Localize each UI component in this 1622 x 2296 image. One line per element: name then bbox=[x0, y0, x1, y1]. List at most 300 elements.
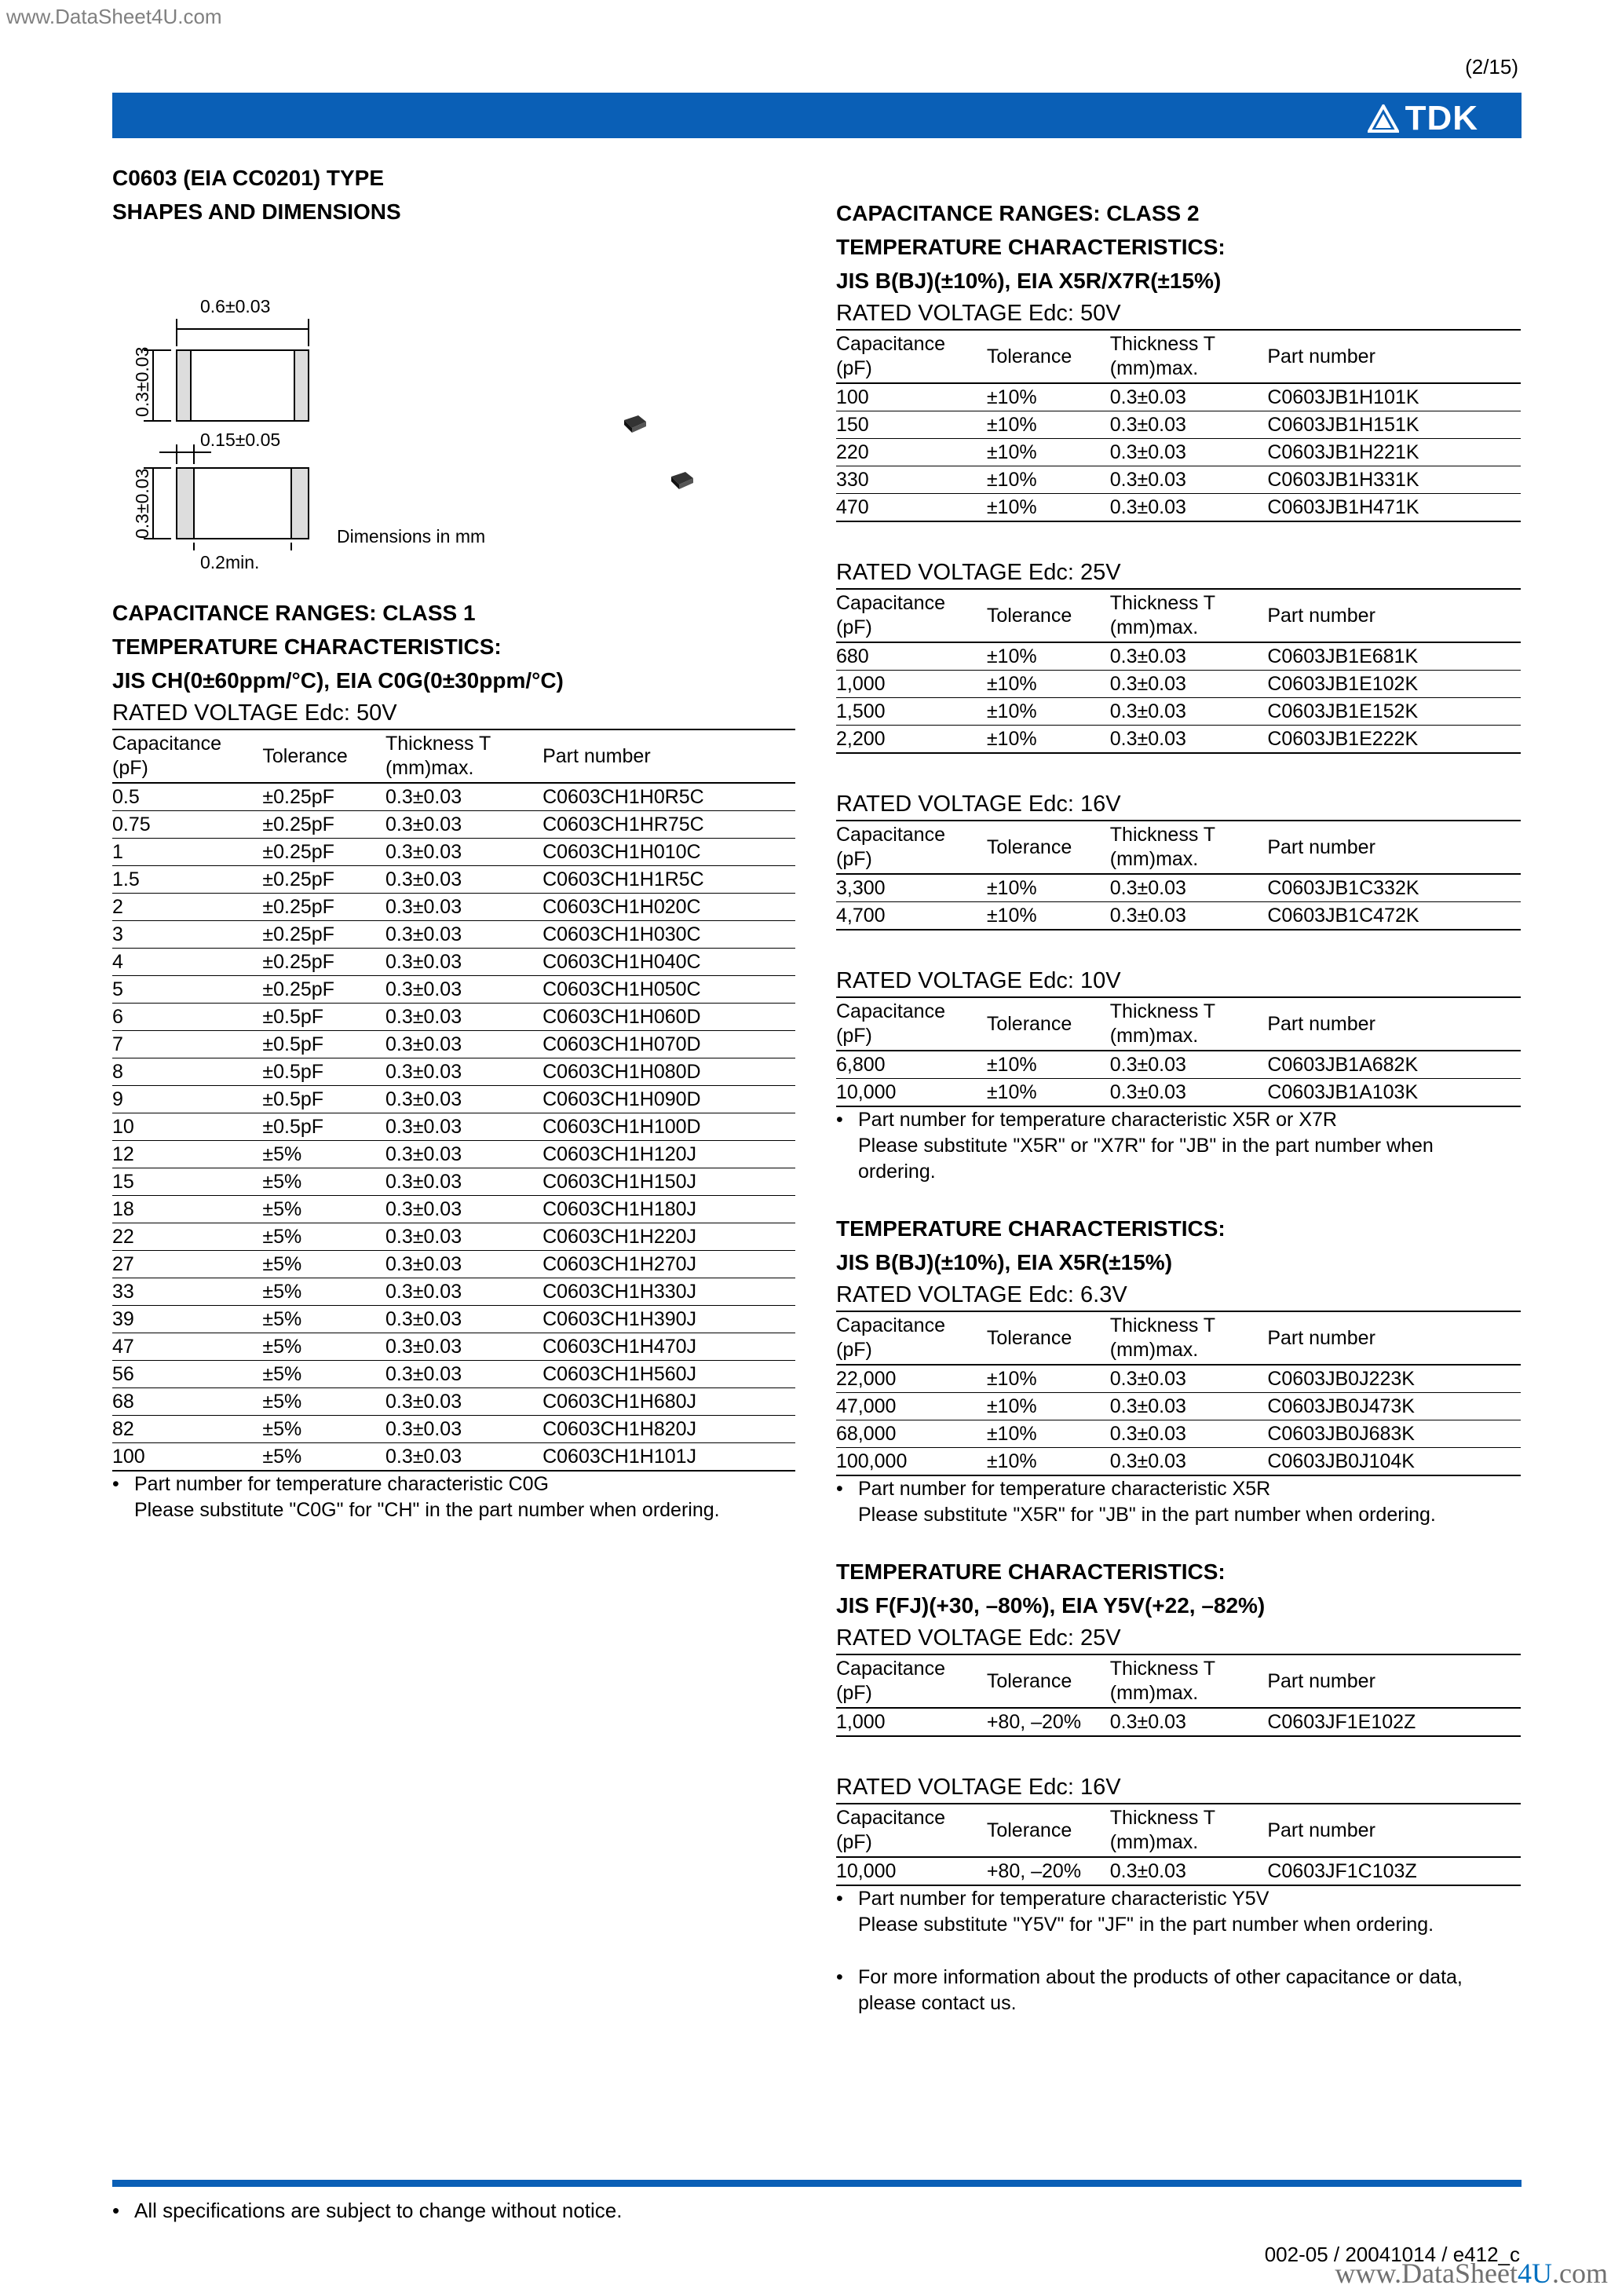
shapes-title: SHAPES AND DIMENSIONS bbox=[112, 199, 401, 224]
cell-part-number: C0603CH1H100D bbox=[542, 1113, 795, 1141]
col-capacitance: Capacitance (pF) bbox=[836, 1654, 987, 1708]
cell-tolerance: ±10% bbox=[987, 1079, 1110, 1107]
cell-thickness: 0.3±0.03 bbox=[385, 1004, 542, 1031]
cell-part-number: C0603CH1H470J bbox=[542, 1333, 795, 1361]
y5v-temp-heading: TEMPERATURE CHARACTERISTICS: bbox=[836, 1559, 1226, 1584]
cell-capacitance: 220 bbox=[836, 439, 987, 466]
length-label: 0.6±0.03 bbox=[200, 296, 271, 316]
col-capacitance: Capacitance (pF) bbox=[836, 1311, 987, 1365]
col-capacitance: Capacitance (pF) bbox=[112, 729, 262, 783]
cell-thickness: 0.3±0.03 bbox=[385, 921, 542, 949]
cell-capacitance: 82 bbox=[112, 1416, 262, 1443]
cell-thickness: 0.3±0.03 bbox=[385, 949, 542, 976]
cell-capacitance: 4,700 bbox=[836, 902, 987, 930]
col-tolerance: Tolerance bbox=[262, 729, 385, 783]
table-row bbox=[112, 1361, 795, 1388]
cell-thickness: 0.3±0.03 bbox=[1110, 1420, 1268, 1448]
table-row bbox=[836, 1393, 1521, 1420]
col-part-number: Part number bbox=[1267, 589, 1521, 642]
cell-thickness: 0.3±0.03 bbox=[1110, 1365, 1268, 1393]
cell-tolerance: ±0.25pF bbox=[262, 783, 385, 811]
cell-part-number: C0603CH1H020C bbox=[542, 894, 795, 921]
table-row bbox=[836, 1708, 1521, 1736]
rated-voltage-6v3: RATED VOLTAGE Edc: 6.3V bbox=[836, 1282, 1127, 1307]
cell-thickness: 0.3±0.03 bbox=[385, 894, 542, 921]
table-row bbox=[112, 1113, 795, 1141]
col-capacitance: Capacitance (pF) bbox=[836, 330, 987, 383]
class1-rated-voltage: RATED VOLTAGE Edc: 50V bbox=[112, 700, 397, 726]
cell-tolerance: ±5% bbox=[262, 1223, 385, 1251]
table-row bbox=[836, 902, 1521, 930]
cell-tolerance: ±10% bbox=[987, 1051, 1110, 1079]
class1-jis-heading: JIS CH(0±60ppm/°C), EIA C0G(0±30ppm/°C) bbox=[112, 668, 564, 693]
table-6v3 bbox=[836, 1311, 1521, 1476]
cell-part-number: C0603JB1C332K bbox=[1267, 874, 1521, 902]
cell-tolerance: ±0.25pF bbox=[262, 921, 385, 949]
cell-part-number: C0603CH1H220J bbox=[542, 1223, 795, 1251]
table-row bbox=[112, 1278, 795, 1306]
cell-thickness: 0.3±0.03 bbox=[385, 1278, 542, 1306]
cell-tolerance: ±10% bbox=[987, 698, 1110, 726]
cell-capacitance: 9 bbox=[112, 1086, 262, 1113]
rated-voltage-25v: RATED VOLTAGE Edc: 25V bbox=[836, 560, 1121, 585]
x5r-jis-heading: JIS B(BJ)(±10%), EIA X5R(±15%) bbox=[836, 1250, 1173, 1274]
cell-part-number: C0603CH1H060D bbox=[542, 1004, 795, 1031]
table-row bbox=[836, 1051, 1521, 1079]
cell-tolerance: ±0.25pF bbox=[262, 894, 385, 921]
cell-tolerance: ±0.5pF bbox=[262, 1086, 385, 1113]
cell-tolerance: ±10% bbox=[987, 411, 1110, 439]
table-row bbox=[836, 1448, 1521, 1476]
cell-capacitance: 100 bbox=[836, 383, 987, 411]
cell-tolerance: ±0.25pF bbox=[262, 976, 385, 1004]
cell-thickness: 0.3±0.03 bbox=[385, 811, 542, 839]
cell-part-number: C0603CH1H680J bbox=[542, 1388, 795, 1416]
cell-thickness: 0.3±0.03 bbox=[385, 1168, 542, 1196]
table-row bbox=[836, 1365, 1521, 1393]
table-row bbox=[112, 894, 795, 921]
cell-tolerance: +80, –20% bbox=[987, 1857, 1110, 1885]
table-row bbox=[112, 976, 795, 1004]
cell-tolerance: ±10% bbox=[987, 726, 1110, 754]
cell-part-number: C0603CH1H030C bbox=[542, 921, 795, 949]
cell-tolerance: ±0.25pF bbox=[262, 811, 385, 839]
col-tolerance: Tolerance bbox=[987, 589, 1110, 642]
cell-tolerance: ±10% bbox=[987, 1448, 1110, 1476]
table-row bbox=[836, 671, 1521, 698]
cell-part-number: C0603JB1A682K bbox=[1267, 1051, 1521, 1079]
cell-capacitance: 0.75 bbox=[112, 811, 262, 839]
cell-part-number: C0603CH1H101J bbox=[542, 1443, 795, 1472]
cell-thickness: 0.3±0.03 bbox=[1110, 1079, 1268, 1107]
cell-capacitance: 5 bbox=[112, 976, 262, 1004]
col-thickness: Thickness T (mm)max. bbox=[1110, 1311, 1268, 1365]
cell-tolerance: ±0.25pF bbox=[262, 866, 385, 894]
col-thickness: Thickness T (mm)max. bbox=[1110, 821, 1268, 874]
table-row bbox=[836, 411, 1521, 439]
cell-capacitance: 1.5 bbox=[112, 866, 262, 894]
table-y5v-25v bbox=[836, 1654, 1521, 1737]
cell-part-number: C0603CH1H330J bbox=[542, 1278, 795, 1306]
cell-part-number: C0603CH1H560J bbox=[542, 1361, 795, 1388]
cell-capacitance: 7 bbox=[112, 1031, 262, 1058]
cell-part-number: C0603CH1H120J bbox=[542, 1141, 795, 1168]
table-row bbox=[112, 1196, 795, 1223]
cell-thickness: 0.3±0.03 bbox=[385, 1031, 542, 1058]
table-row bbox=[112, 1333, 795, 1361]
table-row bbox=[112, 1223, 795, 1251]
cell-tolerance: ±10% bbox=[987, 902, 1110, 930]
cell-thickness: 0.3±0.03 bbox=[385, 1333, 542, 1361]
col-part-number: Part number bbox=[1267, 1654, 1521, 1708]
cell-part-number: C0603JB1E222K bbox=[1267, 726, 1521, 754]
cell-part-number: C0603CH1H010C bbox=[542, 839, 795, 866]
cell-part-number: C0603JB1E102K bbox=[1267, 671, 1521, 698]
cell-tolerance: ±5% bbox=[262, 1416, 385, 1443]
col-part-number: Part number bbox=[1267, 330, 1521, 383]
cell-thickness: 0.3±0.03 bbox=[385, 1223, 542, 1251]
cell-part-number: C0603CH1H270J bbox=[542, 1251, 795, 1278]
more-info-note: • For more information about the products of other capacitance or data, please contact us. bbox=[836, 1966, 1463, 2014]
cell-capacitance: 2,200 bbox=[836, 726, 987, 754]
cell-part-number: C0603CH1H820J bbox=[542, 1416, 795, 1443]
class1-temp-heading: TEMPERATURE CHARACTERISTICS: bbox=[112, 634, 502, 659]
cell-capacitance: 68 bbox=[112, 1388, 262, 1416]
cell-thickness: 0.3±0.03 bbox=[385, 783, 542, 811]
cell-part-number: C0603JF1E102Z bbox=[1267, 1708, 1521, 1736]
table-row bbox=[112, 811, 795, 839]
cell-part-number: C0603CH1H180J bbox=[542, 1196, 795, 1223]
cell-tolerance: ±10% bbox=[987, 1365, 1110, 1393]
cell-thickness: 0.3±0.03 bbox=[385, 1416, 542, 1443]
cell-capacitance: 15 bbox=[112, 1168, 262, 1196]
cell-capacitance: 470 bbox=[836, 494, 987, 522]
cell-capacitance: 22,000 bbox=[836, 1365, 987, 1393]
cell-thickness: 0.3±0.03 bbox=[1110, 726, 1268, 754]
cell-tolerance: ±5% bbox=[262, 1196, 385, 1223]
watermark-top[interactable]: www.DataSheet4U.com bbox=[6, 5, 222, 28]
term-label: 0.15±0.05 bbox=[200, 430, 281, 450]
cell-part-number: C0603JB1H331K bbox=[1267, 466, 1521, 494]
col-capacitance: Capacitance (pF) bbox=[836, 589, 987, 642]
cell-part-number: C0603CH1H070D bbox=[542, 1031, 795, 1058]
table-row bbox=[112, 1086, 795, 1113]
cell-thickness: 0.3±0.03 bbox=[1110, 1448, 1268, 1476]
cell-tolerance: ±0.25pF bbox=[262, 949, 385, 976]
table-row bbox=[836, 698, 1521, 726]
cell-capacitance: 150 bbox=[836, 411, 987, 439]
class2-heading: CAPACITANCE RANGES: CLASS 2 bbox=[836, 201, 1200, 225]
cell-thickness: 0.3±0.03 bbox=[1110, 1708, 1268, 1736]
cell-capacitance: 27 bbox=[112, 1251, 262, 1278]
col-capacitance: Capacitance (pF) bbox=[836, 821, 987, 874]
cell-tolerance: ±5% bbox=[262, 1306, 385, 1333]
cell-capacitance: 10,000 bbox=[836, 1857, 987, 1885]
class1-note: • Part number for temperature characteristic C0G Please substitute "C0G" for "CH" in the part number when ordering. bbox=[112, 1473, 720, 1521]
tdk-logo-icon bbox=[1368, 104, 1399, 133]
cell-capacitance: 39 bbox=[112, 1306, 262, 1333]
col-tolerance: Tolerance bbox=[987, 821, 1110, 874]
document-code: 002-05 / 20041014 / e412_c bbox=[1264, 2243, 1520, 2266]
table-row bbox=[112, 1004, 795, 1031]
cell-capacitance: 6 bbox=[112, 1004, 262, 1031]
height1-label: 0.3±0.03 bbox=[132, 346, 152, 417]
cell-capacitance: 1,000 bbox=[836, 1708, 987, 1736]
col-thickness: Thickness T (mm)max. bbox=[1110, 1654, 1268, 1708]
table-row bbox=[112, 1251, 795, 1278]
cell-thickness: 0.3±0.03 bbox=[385, 976, 542, 1004]
cell-capacitance: 0.5 bbox=[112, 783, 262, 811]
table-row bbox=[112, 921, 795, 949]
cell-tolerance: ±10% bbox=[987, 439, 1110, 466]
col-thickness: Thickness T (mm)max. bbox=[1110, 1804, 1268, 1857]
cell-capacitance: 100,000 bbox=[836, 1448, 987, 1476]
cell-thickness: 0.3±0.03 bbox=[1110, 1051, 1268, 1079]
table-row bbox=[112, 866, 795, 894]
table-16v bbox=[836, 820, 1521, 930]
cell-tolerance: ±5% bbox=[262, 1388, 385, 1416]
cell-tolerance: ±0.25pF bbox=[262, 839, 385, 866]
cell-thickness: 0.3±0.03 bbox=[385, 1361, 542, 1388]
cell-thickness: 0.3±0.03 bbox=[1110, 902, 1268, 930]
cell-capacitance: 330 bbox=[836, 466, 987, 494]
cell-capacitance: 10,000 bbox=[836, 1079, 987, 1107]
cell-thickness: 0.3±0.03 bbox=[385, 1443, 542, 1472]
cell-part-number: C0603CH1H090D bbox=[542, 1086, 795, 1113]
cell-capacitance: 10 bbox=[112, 1113, 262, 1141]
table-25v bbox=[836, 588, 1521, 754]
cell-thickness: 0.3±0.03 bbox=[385, 1086, 542, 1113]
col-thickness: Thickness T (mm)max. bbox=[1110, 330, 1268, 383]
table-row bbox=[112, 1031, 795, 1058]
chip-icon bbox=[624, 415, 646, 433]
cell-part-number: C0603JB1A103K bbox=[1267, 1079, 1521, 1107]
table-row bbox=[836, 642, 1521, 671]
table-row bbox=[836, 1420, 1521, 1448]
x5r-temp-heading: TEMPERATURE CHARACTERISTICS: bbox=[836, 1216, 1226, 1241]
cell-part-number: C0603CH1H1R5C bbox=[542, 866, 795, 894]
table-row bbox=[836, 439, 1521, 466]
y5v-jis-heading: JIS F(FJ)(+30, –80%), EIA Y5V(+22, –82%) bbox=[836, 1593, 1266, 1618]
cell-tolerance: ±10% bbox=[987, 466, 1110, 494]
class1-heading: CAPACITANCE RANGES: CLASS 1 bbox=[112, 601, 476, 625]
cell-tolerance: ±10% bbox=[987, 874, 1110, 902]
cell-capacitance: 3 bbox=[112, 921, 262, 949]
cell-capacitance: 1,500 bbox=[836, 698, 987, 726]
cell-part-number: C0603JB0J104K bbox=[1267, 1448, 1521, 1476]
cell-part-number: C0603JB0J473K bbox=[1267, 1393, 1521, 1420]
table-y5v-16v bbox=[836, 1803, 1521, 1886]
cell-part-number: C0603JB1H221K bbox=[1267, 439, 1521, 466]
cell-capacitance: 68,000 bbox=[836, 1420, 987, 1448]
left-column bbox=[112, 161, 795, 1523]
rated-voltage-y5v-25v: RATED VOLTAGE Edc: 25V bbox=[836, 1625, 1121, 1651]
col-capacitance: Capacitance (pF) bbox=[836, 1804, 987, 1857]
cell-part-number: C0603CH1H050C bbox=[542, 976, 795, 1004]
table-row bbox=[112, 839, 795, 866]
cell-tolerance: ±0.5pF bbox=[262, 1058, 385, 1086]
cell-part-number: C0603JB1H471K bbox=[1267, 494, 1521, 522]
cell-thickness: 0.3±0.03 bbox=[1110, 439, 1268, 466]
cell-capacitance: 1 bbox=[112, 839, 262, 866]
cell-capacitance: 100 bbox=[112, 1443, 262, 1472]
table-row bbox=[112, 1058, 795, 1086]
cell-thickness: 0.3±0.03 bbox=[385, 1196, 542, 1223]
height2-label: 0.3±0.03 bbox=[132, 468, 152, 539]
cell-capacitance: 33 bbox=[112, 1278, 262, 1306]
cell-tolerance: ±10% bbox=[987, 1420, 1110, 1448]
cell-capacitance: 6,800 bbox=[836, 1051, 987, 1079]
cell-tolerance: +80, –20% bbox=[987, 1708, 1110, 1736]
gap-label: 0.2min. bbox=[200, 552, 260, 572]
col-tolerance: Tolerance bbox=[987, 330, 1110, 383]
table-row bbox=[112, 1443, 795, 1472]
cell-capacitance: 47 bbox=[112, 1333, 262, 1361]
cell-capacitance: 22 bbox=[112, 1223, 262, 1251]
cell-thickness: 0.3±0.03 bbox=[1110, 411, 1268, 439]
cell-tolerance: ±10% bbox=[987, 1393, 1110, 1420]
cell-thickness: 0.3±0.03 bbox=[385, 1251, 542, 1278]
col-tolerance: Tolerance bbox=[987, 1311, 1110, 1365]
cell-tolerance: ±5% bbox=[262, 1141, 385, 1168]
right-column bbox=[836, 196, 1521, 2016]
dimension-drawing bbox=[112, 229, 795, 550]
cell-thickness: 0.3±0.03 bbox=[1110, 642, 1268, 671]
cell-part-number: C0603JF1C103Z bbox=[1267, 1857, 1521, 1885]
table-row bbox=[836, 726, 1521, 754]
cell-capacitance: 8 bbox=[112, 1058, 262, 1086]
watermark-bottom[interactable]: www.DataSheet4U.com bbox=[1335, 2258, 1608, 2289]
cell-thickness: 0.3±0.03 bbox=[385, 1388, 542, 1416]
cell-capacitance: 47,000 bbox=[836, 1393, 987, 1420]
cell-capacitance: 4 bbox=[112, 949, 262, 976]
chip-icon bbox=[671, 472, 693, 489]
cell-thickness: 0.3±0.03 bbox=[385, 1141, 542, 1168]
rated-voltage-50v: RATED VOLTAGE Edc: 50V bbox=[836, 301, 1121, 326]
cell-thickness: 0.3±0.03 bbox=[1110, 383, 1268, 411]
cell-part-number: C0603JB0J223K bbox=[1267, 1365, 1521, 1393]
table-row bbox=[836, 466, 1521, 494]
col-tolerance: Tolerance bbox=[987, 1804, 1110, 1857]
cell-part-number: C0603CH1H040C bbox=[542, 949, 795, 976]
cell-capacitance: 680 bbox=[836, 642, 987, 671]
cell-tolerance: ±5% bbox=[262, 1168, 385, 1196]
table-row bbox=[836, 383, 1521, 411]
cell-part-number: C0603JB1H101K bbox=[1267, 383, 1521, 411]
cell-tolerance: ±10% bbox=[987, 642, 1110, 671]
cell-tolerance: ±10% bbox=[987, 383, 1110, 411]
cell-capacitance: 3,300 bbox=[836, 874, 987, 902]
cell-tolerance: ±5% bbox=[262, 1251, 385, 1278]
cell-thickness: 0.3±0.03 bbox=[1110, 1393, 1268, 1420]
col-part-number: Part number bbox=[1267, 821, 1521, 874]
cell-thickness: 0.3±0.03 bbox=[1110, 698, 1268, 726]
col-tolerance: Tolerance bbox=[987, 997, 1110, 1051]
cell-tolerance: ±5% bbox=[262, 1333, 385, 1361]
col-thickness: Thickness T (mm)max. bbox=[1110, 589, 1268, 642]
cell-tolerance: ±0.5pF bbox=[262, 1031, 385, 1058]
table-row bbox=[112, 1141, 795, 1168]
cell-tolerance: ±0.5pF bbox=[262, 1004, 385, 1031]
cell-tolerance: ±10% bbox=[987, 671, 1110, 698]
cell-part-number: C0603JB0J683K bbox=[1267, 1420, 1521, 1448]
top-view bbox=[144, 319, 309, 421]
side-view bbox=[144, 444, 309, 550]
class2-temp-heading: TEMPERATURE CHARACTERISTICS: bbox=[836, 235, 1226, 259]
cell-thickness: 0.3±0.03 bbox=[1110, 466, 1268, 494]
cell-thickness: 0.3±0.03 bbox=[1110, 494, 1268, 522]
cell-capacitance: 18 bbox=[112, 1196, 262, 1223]
table-row bbox=[836, 1079, 1521, 1107]
cell-capacitance: 56 bbox=[112, 1361, 262, 1388]
table-row bbox=[112, 1416, 795, 1443]
cell-part-number: C0603JB1H151K bbox=[1267, 411, 1521, 439]
table-row bbox=[112, 1168, 795, 1196]
cell-thickness: 0.3±0.03 bbox=[385, 1058, 542, 1086]
units-note: Dimensions in mm bbox=[337, 526, 486, 547]
y5v-note: • Part number for temperature characteristic Y5V Please substitute "Y5V" for "JF" in the part number when ordering. bbox=[836, 1888, 1434, 1936]
footer-note: • All specifications are subject to change without notice. bbox=[112, 2199, 623, 2222]
cell-thickness: 0.3±0.03 bbox=[1110, 874, 1268, 902]
tdk-logo-text: TDK bbox=[1405, 99, 1478, 137]
col-part-number: Part number bbox=[542, 729, 795, 783]
cell-tolerance: ±5% bbox=[262, 1361, 385, 1388]
cell-thickness: 0.3±0.03 bbox=[385, 1113, 542, 1141]
type-title: C0603 (EIA CC0201) TYPE bbox=[112, 166, 384, 190]
header-bar bbox=[112, 93, 1522, 138]
table-row bbox=[112, 1388, 795, 1416]
tdk-logo bbox=[1368, 99, 1478, 138]
cell-part-number: C0603CH1H390J bbox=[542, 1306, 795, 1333]
table-50v bbox=[836, 329, 1521, 522]
col-thickness: Thickness T (mm)max. bbox=[1110, 997, 1268, 1051]
col-tolerance: Tolerance bbox=[987, 1654, 1110, 1708]
cell-tolerance: ±5% bbox=[262, 1443, 385, 1472]
cell-capacitance: 2 bbox=[112, 894, 262, 921]
table-row bbox=[836, 1857, 1521, 1885]
table-row bbox=[836, 494, 1521, 522]
cell-thickness: 0.3±0.03 bbox=[1110, 671, 1268, 698]
col-part-number: Part number bbox=[1267, 1311, 1521, 1365]
rated-voltage-10v: RATED VOLTAGE Edc: 10V bbox=[836, 968, 1121, 993]
class1-table bbox=[112, 729, 795, 1472]
cell-capacitance: 1,000 bbox=[836, 671, 987, 698]
footer-bar bbox=[112, 2180, 1522, 2187]
x5r-note: • Part number for temperature characteristic X5R Please substitute "X5R" for "JB" in the part number when ordering. bbox=[836, 1478, 1436, 1526]
rated-voltage-16v: RATED VOLTAGE Edc: 16V bbox=[836, 792, 1121, 817]
cell-capacitance: 12 bbox=[112, 1141, 262, 1168]
col-capacitance: Capacitance (pF) bbox=[836, 997, 987, 1051]
cell-thickness: 0.3±0.03 bbox=[385, 1306, 542, 1333]
x5r-x7r-note: • Part number for temperature characteristic X5R or X7R Please substitute "X5R" or "X7R" for "JB" in the part number when ordering. bbox=[836, 1109, 1434, 1183]
table-row bbox=[112, 1306, 795, 1333]
cell-tolerance: ±0.5pF bbox=[262, 1113, 385, 1141]
cell-part-number: C0603CH1HR75C bbox=[542, 811, 795, 839]
col-part-number: Part number bbox=[1267, 997, 1521, 1051]
cell-part-number: C0603CH1H080D bbox=[542, 1058, 795, 1086]
col-part-number: Part number bbox=[1267, 1804, 1521, 1857]
cell-thickness: 0.3±0.03 bbox=[1110, 1857, 1268, 1885]
class2-jis-heading: JIS B(BJ)(±10%), EIA X5R/X7R(±15%) bbox=[836, 269, 1222, 293]
table-10v bbox=[836, 996, 1521, 1107]
table-row bbox=[112, 783, 795, 811]
cell-part-number: C0603JB1C472K bbox=[1267, 902, 1521, 930]
cell-part-number: C0603JB1E681K bbox=[1267, 642, 1521, 671]
cell-part-number: C0603CH1H150J bbox=[542, 1168, 795, 1196]
rated-voltage-y5v-16v: RATED VOLTAGE Edc: 16V bbox=[836, 1775, 1121, 1800]
dimensions-figure bbox=[112, 229, 795, 572]
page-number: (2/15) bbox=[1465, 55, 1518, 79]
